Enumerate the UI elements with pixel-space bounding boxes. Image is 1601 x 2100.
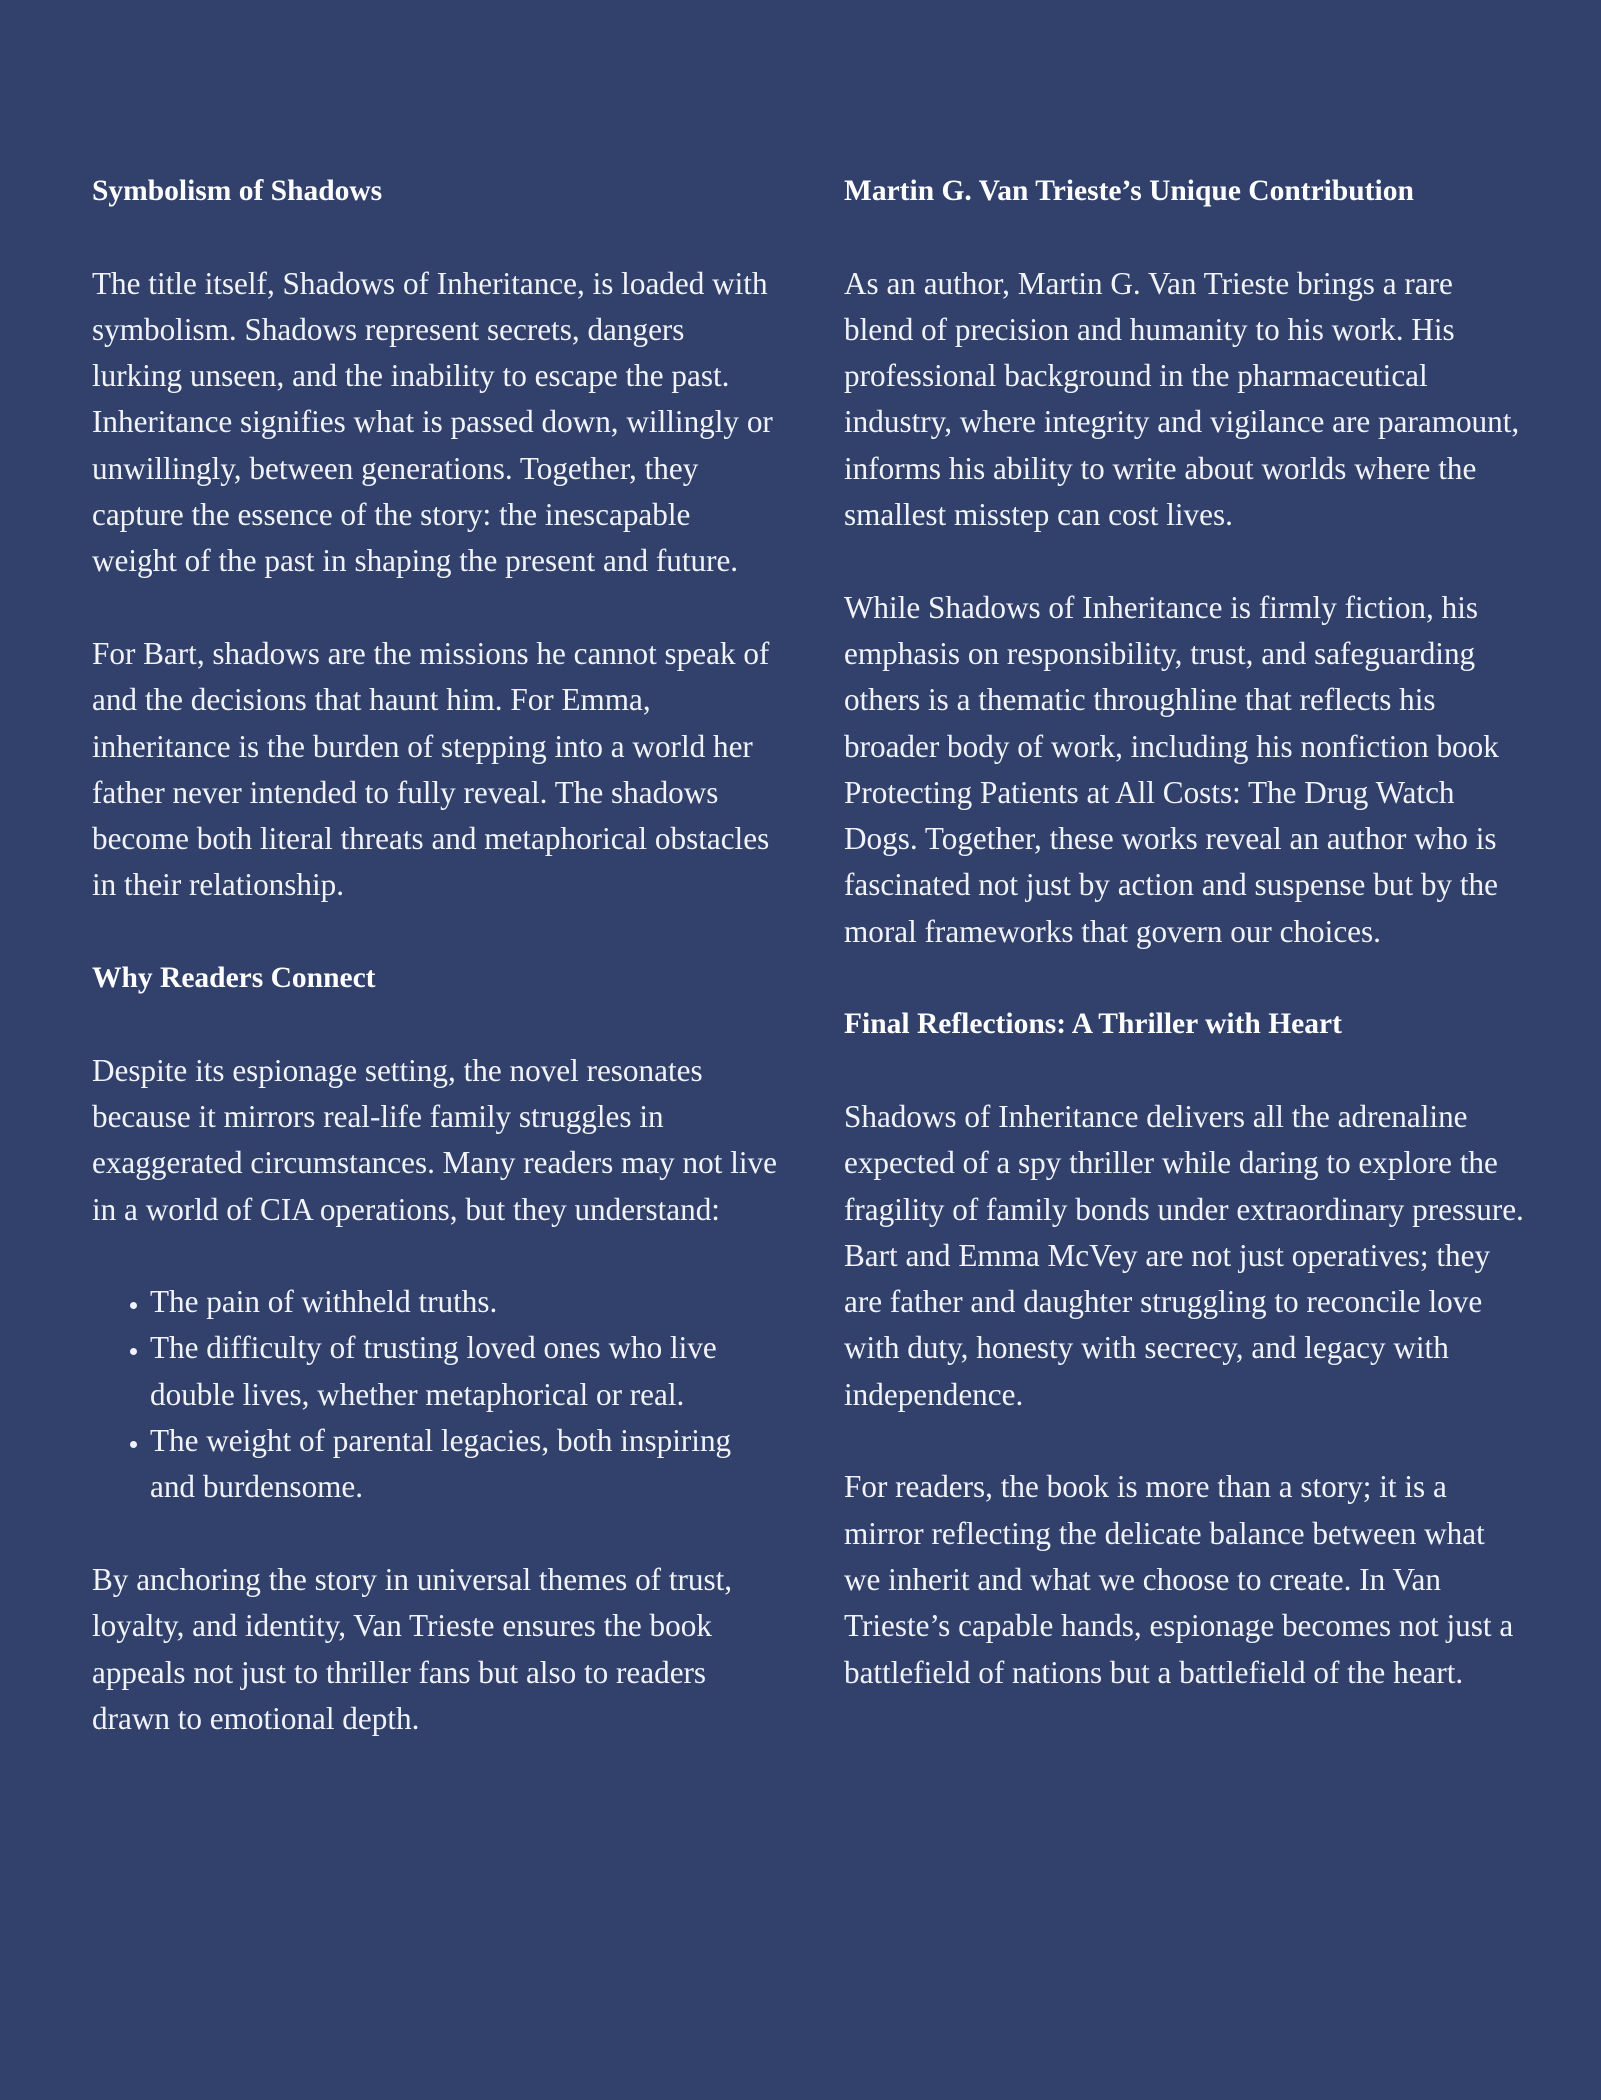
list-item: • The weight of parental legacies, both inspiring and burdensome. (150, 1418, 782, 1511)
paragraph: While Shadows of Inheritance is firmly fiction, his emphasis on responsibility, trust, and safeguarding others is a thematic throughline that reflects his broader body of work, including his nonfiction book Protecting Patients at All Costs: The Drug Watch Dogs. Together, these works reveal an author who is fascinated not just by action and suspense but by the moral frameworks that govern our choices. (844, 589, 1499, 949)
left-column (92, 168, 782, 1742)
paragraph: As an author, Martin G. Van Trieste brings a rare blend of precision and humanity to his work. His professional background in the pharmaceutical industry, where integrity and vigilance are paramount, informs his ability to write about worlds where the smallest misstep can cost lives. (844, 265, 1520, 533)
paragraph: The title itself, Shadows of Inheritance, is loaded with symbolism. Shadows represent secrets, dangers lurking unseen, and the inability to escape the past. Inheritance signifies what is passed down, willingly or unwillingly, between generations. Together, they capture the essence of the story: the inescapable weight of the past in shaping the present and future. (92, 265, 773, 579)
paragraph: Despite its espionage setting, the novel resonates because it mirrors real-life family struggles in exaggerated circumstances. Many readers may not live in a world of CIA operations, but they understand: (92, 1052, 777, 1227)
right-column (844, 168, 1524, 1696)
paragraph: Shadows of Inheritance delivers all the adrenaline expected of a spy thriller while daring to explore the fragility of family bonds under extraordinary pressure. Bart and Emma McVey are not just operatives; they are father and daughter struggling to reconcile love with duty, honesty with secrecy, and legacy with independence. (844, 1098, 1524, 1412)
paragraph: For readers, the book is more than a story; it is a mirror reflecting the delicate balance between what we inherit and what we choose to create. In Van Trieste’s capable hands, espionage becomes not just a battlefield of nations but a battlefield of the heart. (844, 1469, 1514, 1690)
bullet-list (92, 1279, 782, 1510)
section-heading-unique-contribution: Martin G. Van Trieste’s Unique Contribution (844, 175, 1414, 207)
paragraph: For Bart, shadows are the missions he cannot speak of and the decisions that haunt him. For Emma, inheritance is the burden of stepping into a world her father never intended to fully reveal. The shadows become both literal threats and metaphorical obstacles in their relationship. (92, 635, 770, 903)
section-heading-final-reflections: Final Reflections: A Thriller with Heart (844, 1008, 1342, 1041)
list-item: • The difficulty of trusting loved ones who live double lives, whether metaphorical or real. (150, 1325, 782, 1418)
section-heading-symbolism: Symbolism of Shadows (92, 175, 383, 207)
list-item: • The pain of withheld truths. (150, 1279, 782, 1325)
section-heading-why-readers-connect: Why Readers Connect (92, 962, 376, 995)
paragraph: By anchoring the story in universal themes of trust, loyalty, and identity, Van Trieste ensures the book appeals not just to thriller fans but also to readers drawn to emotional depth. (92, 1561, 733, 1736)
